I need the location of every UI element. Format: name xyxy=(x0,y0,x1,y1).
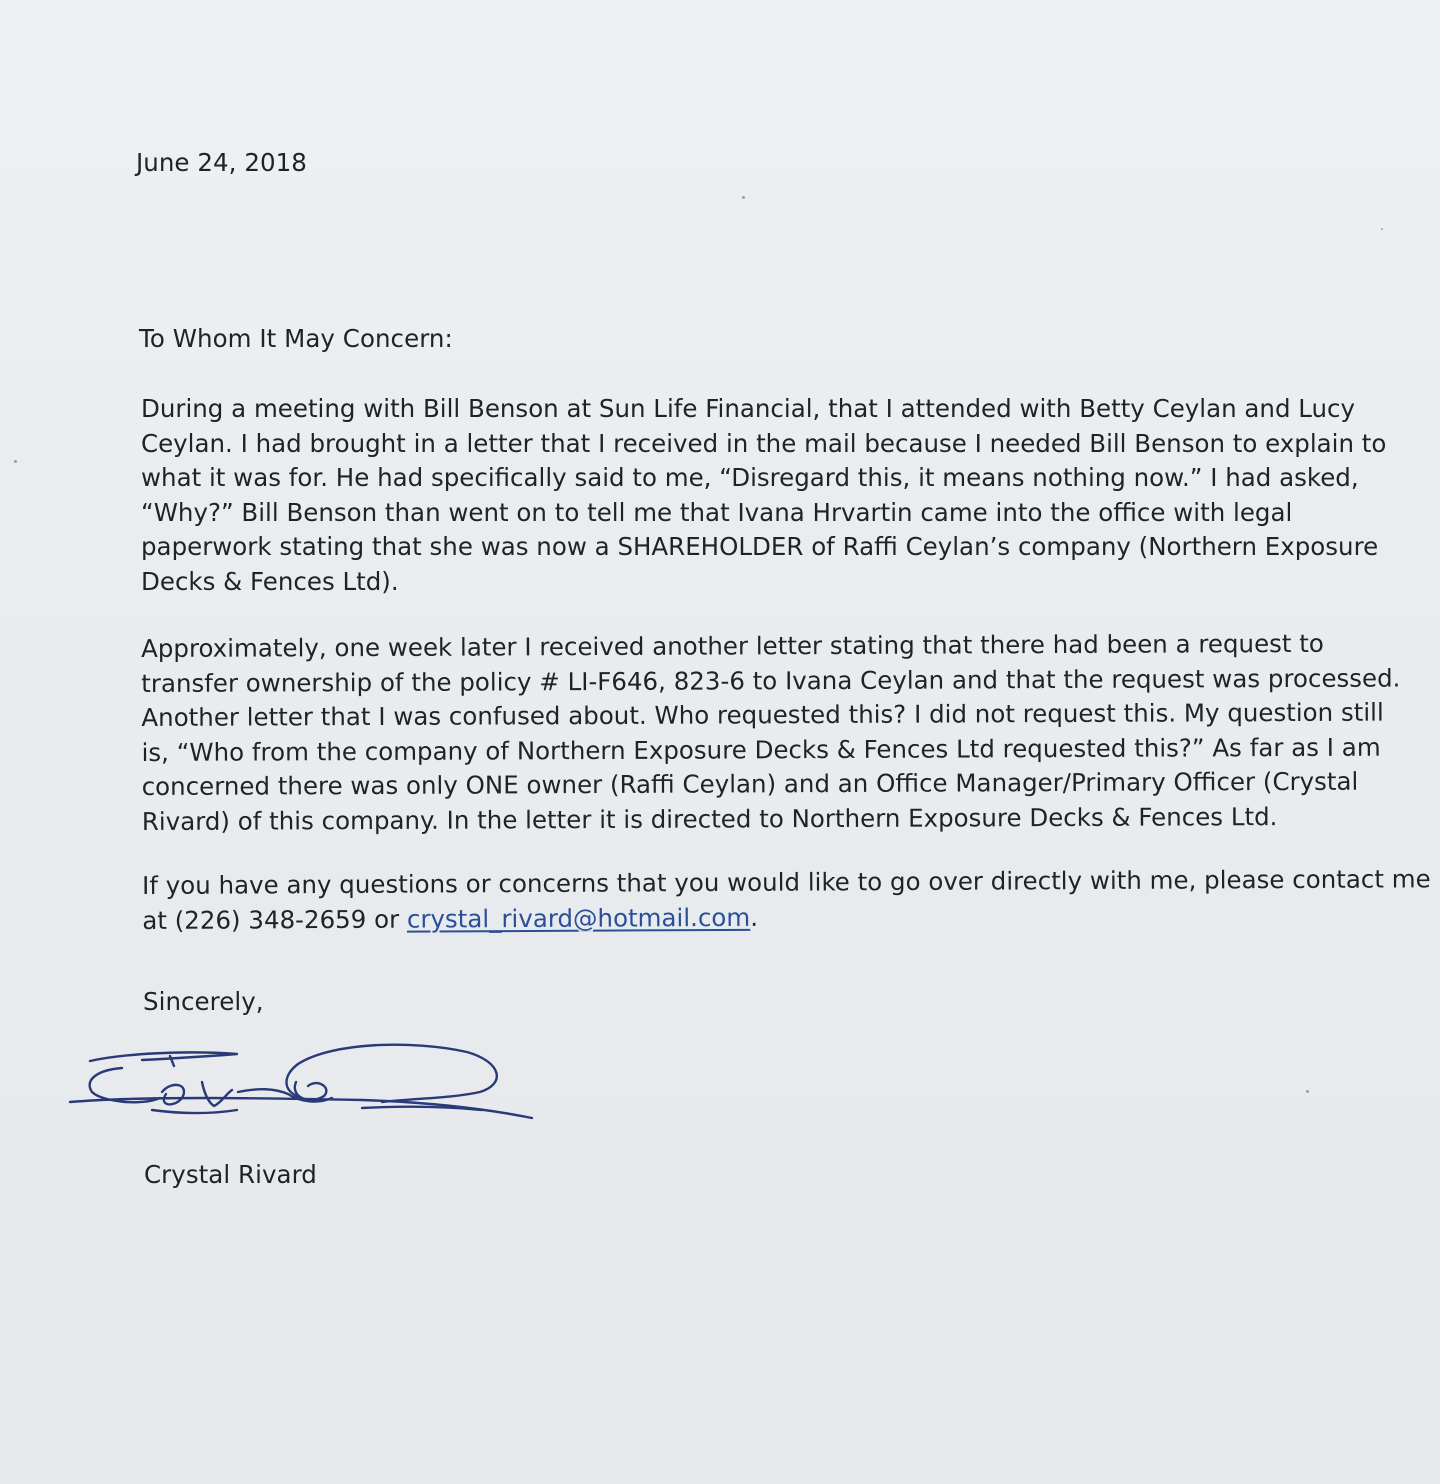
signer-name: Crystal Rivard xyxy=(144,1160,317,1189)
paragraph-contact xyxy=(142,863,1431,938)
paragraph-line: transfer ownership of the policy # LI-F646, 823-6 to Ivana Ceylan and that the request was processed. xyxy=(141,663,1401,698)
email-link[interactable]: crystal_rivard@hotmail.com xyxy=(406,902,751,934)
paragraph-line: Decks & Fences Ltd). xyxy=(141,566,399,596)
paper-speck xyxy=(1381,228,1383,230)
paper-speck xyxy=(742,196,745,199)
contact-phone-text: at (226) 348-2659 or xyxy=(142,904,408,935)
paragraph-line: “Why?” Bill Benson than went on to tell me that Ivana Hrvartin came into the office with legal xyxy=(141,497,1293,527)
paragraph-meeting xyxy=(141,392,1387,599)
paragraph-line-contact xyxy=(142,897,1362,938)
letter-date: June 24, 2018 xyxy=(136,148,307,177)
contact-period: . xyxy=(750,902,759,932)
paragraph-line: is, “Who from the company of Northern Exposure Decks & Fences Ltd requested this?” As far as I am xyxy=(141,732,1381,767)
paragraph-line: During a meeting with Bill Benson at Sun Life Financial, that I attended with Betty Ceylan and Lucy xyxy=(141,394,1356,423)
paragraph-line: Another letter that I was confused about. Who requested this? I did not request this. My question still xyxy=(141,697,1384,732)
paragraph-line: Ceylan. I had brought in a letter that I received in the mail because I needed Bill Benson to explain to xyxy=(141,428,1387,458)
paper-speck xyxy=(14,460,17,463)
paper-speck xyxy=(1306,1090,1309,1093)
closing: Sincerely, xyxy=(143,987,264,1016)
paragraph-line: concerned there was only ONE owner (Raffi Ceylan) and an Office Manager/Primary Officer (Crystal xyxy=(141,766,1359,801)
paragraph-line: Rivard) of this company. In the letter it is directed to Northern Exposure Decks & Fences Ltd. xyxy=(141,801,1278,836)
handwritten-signature xyxy=(62,1036,542,1136)
paragraph-line: paperwork stating that she was now a SHAREHOLDER of Raffi Ceylan’s company (Northern Exposure xyxy=(141,532,1379,561)
paragraph-line: Approximately, one week later I received another letter stating that there had been a request to xyxy=(141,628,1324,663)
paragraph-line: what it was for. He had specifically said to me, “Disregard this, it means nothing now.” I had asked, xyxy=(141,463,1359,492)
paragraph-line: If you have any questions or concerns that you would like to go over directly with me, please contact me xyxy=(142,864,1431,900)
salutation: To Whom It May Concern: xyxy=(139,324,453,353)
paragraph-transfer xyxy=(141,627,1401,839)
